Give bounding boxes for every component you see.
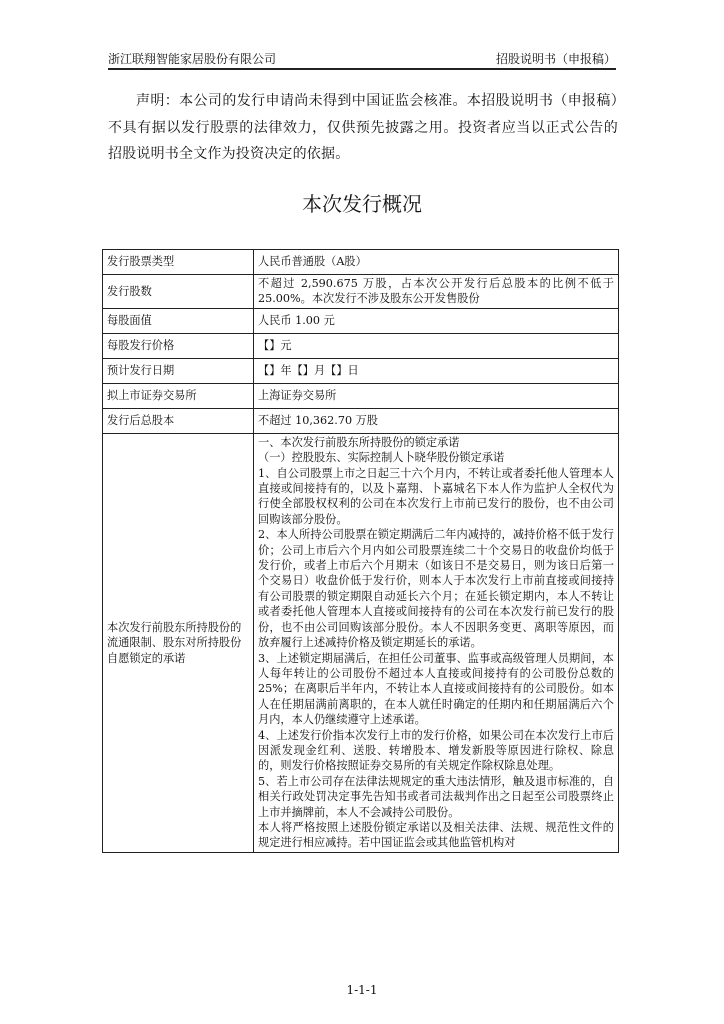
declaration [108, 88, 618, 168]
row-key: 发行股数 [103, 275, 254, 309]
header-company: 浙江联翔智能家居股份有限公司 [108, 52, 277, 66]
page-number: 1-1-1 [346, 983, 378, 997]
lockup-item-4: 4、上述发行价指本次发行上市的发行价格，如果公司在本次发行上市后因派发现金红利、送股、转增股本、增发新股等原因进行除权、除息的，则发行价格按照证券交易所的有关规定作除权除息处理。 [258, 728, 614, 773]
row-key: 每股面值 [103, 308, 254, 333]
table-row [103, 358, 619, 383]
header-doc-type: 招股说明书（申报稿） [495, 52, 616, 66]
lockup-item-1: 1、自公司股票上市之日起三十六个月内，不转让或者委托他人管理本人直接或间接持有的，以及卜嘉翔、卜嘉城名下本人作为监护人全权代为行使全部股权权利的公司在本次发行上市前已发行的股份，也不由公司回购该部分股份。 [258, 466, 614, 526]
lockup-heading: 一、本次发行前股东所持股份的锁定承诺 [258, 435, 460, 449]
table-row [103, 250, 619, 275]
lockup-subheading: （一）控股股东、实际控制人卜晓华股份锁定承诺 [258, 451, 505, 465]
table-row-lockup [103, 433, 619, 852]
table-row [103, 408, 619, 433]
table-row [103, 333, 619, 358]
row-value: 上海证券交易所 [254, 383, 619, 408]
declaration-text: 声明：本公司的发行申请尚未得到中国证监会核准。本招股说明书（申报稿）不具有据以发行股票的法律效力，仅供预先披露之用。投资者应当以正式公告的招股说明书全文作为投资决定的依据。 [108, 93, 618, 162]
row-value: 人民币普通股（A股） [254, 250, 619, 275]
running-header [108, 50, 616, 70]
offering-summary-table [102, 249, 619, 853]
row-key: 拟上市证券交易所 [103, 383, 254, 408]
row-key: 发行后总股本 [103, 408, 254, 433]
row-key: 发行股票类型 [103, 250, 254, 275]
lockup-value [254, 433, 619, 852]
lockup-item-2: 2、本人所持公司股票在锁定期满后二年内减持的，减持价格不低于发行价；公司上市后六个月内如公司股票连续二十个交易日的收盘价均低于发行价，或者上市后六个月期末（如该日不是交易日，则为该日后第一个交易日）收盘价低于发行价，则本人于本次发行上市前直接或间接持有公司股票的锁定期限自动延长六个月；在延长锁定期内，本人不转让或者委托他人管理本人直接或间接持有的公司在本次发行前已发行的股份，也不由公司回购该部分股份。本人不因职务变更、离职等原因，而放弃履行上述减持价格及锁定期延长的承诺。 [258, 528, 614, 650]
page-title: 本次发行概况 [302, 192, 422, 216]
row-key: 预计发行日期 [103, 358, 254, 383]
lockup-item-5: 5、若上市公司存在法律法规规定的重大违法情形，触及退市标准的，自相关行政处罚决定事先告知书或者司法裁判作出之日起至公司股票终止上市并摘牌前，本人不会减持公司股份。 [258, 774, 614, 819]
row-value: 【】年【】月【】日 [254, 358, 619, 383]
lockup-key: 本次发行前股东所持股份的流通限制、股东对所持股份自愿锁定的承诺 [103, 433, 254, 852]
row-value: 不超过 10,362.70 万股 [254, 408, 619, 433]
lockup-item-3: 3、上述锁定期届满后，在担任公司董事、监事或高级管理人员期间，本人每年转让的公司股份不超过本人直接或间接持有的公司股份总数的 25%；在离职后半年内，不转让本人直接或间接持有的公司股份。如本人在任期届满前离职的，在本人就任时确定的任期内和任期届满后六个月内，本人仍继续遵守上述承诺。 [258, 651, 614, 727]
row-value: 【】元 [254, 333, 619, 358]
lockup-closing: 本人将严格按照上述股份锁定承诺以及相关法律、法规、规范性文件的规定进行相应减持。若中国证监会或其他监管机构对 [258, 820, 614, 850]
row-key: 每股发行价格 [103, 333, 254, 358]
table-row [103, 308, 619, 333]
table-row [103, 275, 619, 309]
row-value: 人民币 1.00 元 [254, 308, 619, 333]
row-value: 不超过 2,590.675 万股，占本次公开发行后总股本的比例不低于 25.00%。本次发行不涉及股东公开发售股份 [254, 275, 619, 309]
table-row [103, 383, 619, 408]
